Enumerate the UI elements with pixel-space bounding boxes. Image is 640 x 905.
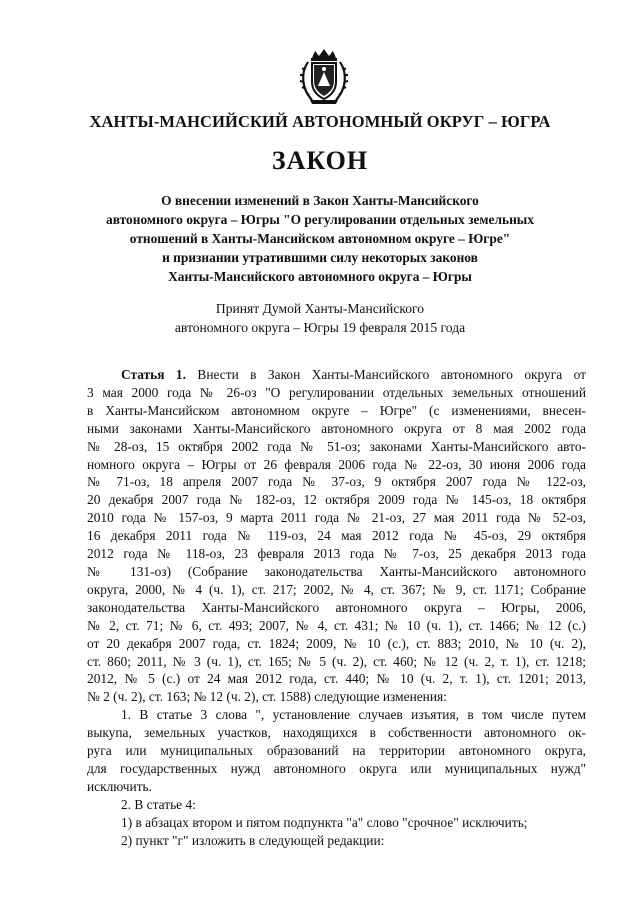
text-line: от 20 декабря 2007 года, ст. 1824; 2009, № 10 (с.), ст. 883; 2010, № 10 (ч. 2), bbox=[87, 635, 586, 651]
article-1-first-line bbox=[87, 366, 586, 384]
subtitle-line: и признании утратившими силу некоторых законов bbox=[162, 250, 478, 265]
document-type-title: ЗАКОН bbox=[271, 146, 369, 175]
text-line: исключить. bbox=[87, 778, 152, 794]
text-line: законодательства Ханты-Мансийского автономного округа – Югры, 2006, bbox=[87, 599, 586, 615]
text-line: выкупа, земельных участков, находящихся в собственности автономного ок- bbox=[87, 725, 586, 741]
text-line: руга или муниципальных образований на территории автономного округа, bbox=[87, 743, 586, 759]
text-line: для государственных нужд автономного округа или муниципальных нужд" bbox=[87, 760, 586, 776]
text-line: в Ханты-Мансийском автономном округе – Югре" (с изменениями, внесен- bbox=[87, 402, 586, 418]
article-1-paragraph bbox=[87, 366, 586, 706]
subtitle-line: О внесении изменений в Закон Ханты-Мансийского bbox=[161, 193, 479, 208]
text-line: № 131-оз) (Собрание законодательства Ханты-Мансийского автономного bbox=[87, 563, 586, 579]
law-subtitle bbox=[60, 191, 580, 286]
text-line: 3 мая 2000 года № 26-оз "О регулировании отдельных земельных отношений bbox=[87, 384, 586, 400]
region-title: ХАНТЫ-МАНСИЙСКИЙ АВТОНОМНЫЙ ОКРУГ – ЮГРА bbox=[89, 112, 551, 131]
subtitle-line: автономного округа – Югры "О регулировании отдельных земельных bbox=[106, 212, 534, 227]
text-line: № 71-оз, 18 апреля 2007 года № 37-оз, 9 октября 2007 года № 122-оз, bbox=[87, 474, 586, 490]
text-line: № 2 (ч. 2), ст. 163; № 12 (ч. 2), ст. 1588) следующие изменения: bbox=[87, 689, 447, 705]
text-line: № 28-оз, 15 октября 2002 года № 51-оз; законами Ханты-Мансийского авто- bbox=[87, 438, 586, 454]
text-line: 2012, № 5 (с.) от 24 мая 2012 года, ст. 440; № 10 (ч. 2, т. 1), ст. 1201; 2013, bbox=[87, 671, 586, 687]
text-line: ными законами Ханты-Мансийского автономного округа от 8 мая 2002 года bbox=[87, 420, 586, 436]
text-line: № 2, ст. 71; № 6, ст. 493; 2007, № 4, ст. 431; № 10 (ч. 1), ст. 1466; № 12 (с.) bbox=[87, 617, 586, 633]
article-text: Внести в Закон Ханты-Мансийского автономного округа от bbox=[185, 367, 586, 382]
text-line: 1) в абзацах втором и пятом подпункта "а" слово "срочное" исключить; bbox=[121, 814, 528, 830]
text-line: 2) пункт "г" изложить в следующей редакции: bbox=[121, 832, 385, 848]
article-heading: Статья 1. bbox=[121, 367, 186, 382]
text-line: 1. В статье 3 слова ", установление случаев изъятия, в том числе путем bbox=[121, 707, 586, 723]
text-line: 20 декабря 2007 года № 182-оз, 12 октября 2009 года № 145-оз, 18 октября bbox=[87, 492, 586, 508]
document-body bbox=[87, 366, 586, 849]
adoption-line: автономного округа – Югры 19 февраля 2015 года bbox=[174, 319, 466, 335]
text-line: 16 декабря 2011 года № 119-оз, 24 мая 2012 года № 45-оз, 29 октября bbox=[87, 528, 586, 544]
text-line: ст. 860; 2011, № 3 (ч. 1), ст. 165; № 5 (ч. 2), ст. 460; № 12 (ч. 2, т. 1), ст. 1218; bbox=[87, 653, 586, 669]
text-line: округа, 2000, № 4 (ч. 1), ст. 217; 2002, № 4, ст. 367; № 9, ст. 1171; Собрание bbox=[87, 581, 586, 597]
subitem-1-paragraph bbox=[87, 814, 586, 832]
adoption-line: Принят Думой Ханты-Мансийского bbox=[215, 301, 425, 316]
item-1-paragraph bbox=[87, 706, 586, 796]
item-2-paragraph bbox=[87, 796, 586, 814]
subtitle-line: Ханты-Мансийского автономного округа – Югры bbox=[168, 269, 472, 284]
adoption-note bbox=[60, 300, 580, 337]
text-line: 2012 года № 118-оз, 23 февраля 2013 года № 7-оз, 25 декабря 2013 года bbox=[87, 546, 586, 562]
subitem-2-paragraph bbox=[87, 832, 586, 850]
text-line: 2. В статье 4: bbox=[121, 796, 196, 812]
text-line: номного округа – Югры от 26 февраля 2006 года № 22-оз, 30 июня 2006 года bbox=[87, 456, 586, 472]
text-line: 2010 года № 157-оз, 9 марта 2011 года № 21-оз, 27 мая 2011 года № 52-оз, bbox=[87, 510, 586, 526]
subtitle-line: отношений в Ханты-Мансийском автономном округе – Югре" bbox=[129, 231, 511, 246]
coat-of-arms-icon bbox=[298, 48, 350, 106]
